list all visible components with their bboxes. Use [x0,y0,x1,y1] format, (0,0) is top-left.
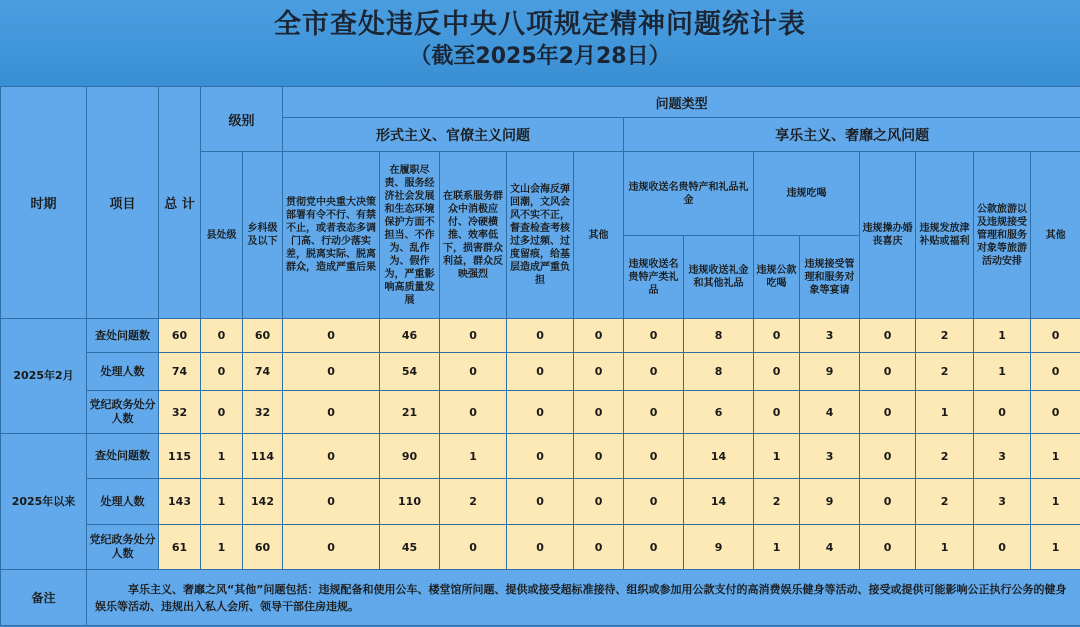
value-cell: 6 [684,391,754,434]
value-cell: 143 [159,479,201,525]
value-cell: 0 [507,353,574,391]
header-total: 总 计 [159,87,201,319]
value-cell: 0 [574,353,624,391]
header-period: 时期 [1,87,87,319]
header-travel: 公款旅游以及违规接受管理和服务对象等旅游活动安排 [974,152,1031,319]
header-f2: 在履职尽责、服务经济社会发展和生态环境保护方面不担当、不作为、乱作为、假作为，严重影响高质量发展 [380,152,440,319]
page-title: 全市查处违反中央八项规定精神问题统计表 [274,9,806,40]
note-row [1,570,1080,626]
value-cell: 0 [283,434,380,479]
header-eat: 违规吃喝 [754,152,860,236]
value-cell: 8 [684,353,754,391]
value-cell: 0 [754,353,800,391]
header-problem-type: 问题类型 [283,87,1080,118]
value-cell: 2 [916,353,974,391]
note-text: 享乐主义、奢靡之风“其他”问题包括：违规配备和使用公车、楼堂馆所问题、提供或接受超标准接待、组织或参加用公款支付的高消费娱乐健身等活动、接受或提供可能影响公正执行公务的健身娱乐等活动、违规出入私人会所、领导干部住房违规。 [87,570,1080,626]
value-cell: 1 [201,525,243,570]
value-cell: 0 [1031,391,1080,434]
header-f5: 其他 [574,152,624,319]
value-cell: 0 [574,319,624,353]
row-item-label: 党纪政务处分人数 [87,525,159,570]
value-cell: 54 [380,353,440,391]
table-row [1,391,1080,434]
row-item-label: 查处问题数 [87,434,159,479]
value-cell: 3 [800,434,860,479]
value-cell: 1 [201,479,243,525]
value-cell: 0 [574,391,624,434]
value-cell: 60 [243,319,283,353]
value-cell: 1 [201,434,243,479]
value-cell: 32 [243,391,283,434]
value-cell: 110 [380,479,440,525]
value-cell: 14 [684,479,754,525]
header-gifts-a: 违规收送名贵特产类礼品 [624,236,684,319]
title-banner [0,0,1080,86]
value-cell: 1 [440,434,507,479]
table-row [1,319,1080,353]
value-cell: 0 [574,434,624,479]
value-cell: 0 [201,353,243,391]
header-township-level: 乡科级及以下 [243,152,283,319]
value-cell: 1 [974,353,1031,391]
value-cell: 0 [283,525,380,570]
value-cell: 21 [380,391,440,434]
row-item-label: 处理人数 [87,479,159,525]
header-h-other: 其他 [1031,152,1080,319]
value-cell: 90 [380,434,440,479]
header-f4: 文山会海反弹回潮，文风会风不实不正，督查检查考核过多过频、过度留痕，给基层造成严重负担 [507,152,574,319]
header-eat-a: 违规公款吃喝 [754,236,800,319]
header-gifts: 违规收送名贵特产和礼品礼金 [624,152,754,236]
value-cell: 45 [380,525,440,570]
value-cell: 1 [1031,479,1080,525]
value-cell: 60 [243,525,283,570]
value-cell: 8 [684,319,754,353]
value-cell: 0 [283,479,380,525]
value-cell: 142 [243,479,283,525]
row-item-label: 党纪政务处分人数 [87,391,159,434]
value-cell: 0 [1031,353,1080,391]
value-cell: 0 [507,434,574,479]
value-cell: 3 [800,319,860,353]
value-cell: 46 [380,319,440,353]
value-cell: 0 [507,525,574,570]
value-cell: 1 [916,391,974,434]
header-eat-b: 违规接受管理和服务对象等宴请 [800,236,860,319]
value-cell: 32 [159,391,201,434]
table-row [1,434,1080,479]
value-cell: 0 [624,391,684,434]
value-cell: 9 [800,479,860,525]
value-cell: 2 [440,479,507,525]
value-cell: 74 [159,353,201,391]
value-cell: 115 [159,434,201,479]
header-subsidy: 违规发放津补贴或福利 [916,152,974,319]
value-cell: 0 [507,391,574,434]
row-item-label: 处理人数 [87,353,159,391]
value-cell: 0 [624,319,684,353]
value-cell: 1 [916,525,974,570]
table-row [1,479,1080,525]
value-cell: 0 [624,525,684,570]
value-cell: 0 [201,319,243,353]
value-cell: 0 [860,391,916,434]
period-label: 2025年以来 [1,434,87,570]
value-cell: 0 [201,391,243,434]
value-cell: 61 [159,525,201,570]
value-cell: 60 [159,319,201,353]
value-cell: 0 [283,391,380,434]
statistics-table [0,86,1080,626]
value-cell: 1 [974,319,1031,353]
period-label: 2025年2月 [1,319,87,434]
page-subtitle: （截至2025年2月28日） [409,44,671,69]
value-cell: 0 [624,479,684,525]
value-cell: 0 [574,479,624,525]
value-cell: 0 [754,391,800,434]
value-cell: 1 [754,525,800,570]
value-cell: 0 [283,319,380,353]
value-cell: 1 [1031,434,1080,479]
value-cell: 0 [974,525,1031,570]
value-cell: 9 [684,525,754,570]
value-cell: 2 [916,479,974,525]
value-cell: 0 [860,525,916,570]
value-cell: 0 [574,525,624,570]
note-label: 备注 [1,570,87,626]
value-cell: 74 [243,353,283,391]
value-cell: 0 [1031,319,1080,353]
value-cell: 114 [243,434,283,479]
row-item-label: 查处问题数 [87,319,159,353]
value-cell: 1 [1031,525,1080,570]
value-cell: 0 [440,353,507,391]
header-formalism: 形式主义、官僚主义问题 [283,118,624,152]
value-cell: 1 [754,434,800,479]
value-cell: 0 [974,391,1031,434]
value-cell: 0 [860,434,916,479]
value-cell: 9 [800,353,860,391]
value-cell: 0 [860,353,916,391]
table-row [1,525,1080,570]
header-gifts-b: 违规收送礼金和其他礼品 [684,236,754,319]
value-cell: 0 [860,319,916,353]
header-wedding: 违规操办婚丧喜庆 [860,152,916,319]
value-cell: 3 [974,434,1031,479]
header-f3: 在联系服务群众中消极应付、冷硬横推、效率低下，损害群众利益，群众反映强烈 [440,152,507,319]
value-cell: 4 [800,525,860,570]
value-cell: 0 [507,319,574,353]
table-row [1,353,1080,391]
value-cell: 0 [754,319,800,353]
value-cell: 2 [916,434,974,479]
header-level: 级别 [201,87,283,152]
header-item: 项目 [87,87,159,319]
value-cell: 4 [800,391,860,434]
value-cell: 0 [624,353,684,391]
value-cell: 0 [440,319,507,353]
value-cell: 14 [684,434,754,479]
value-cell: 3 [974,479,1031,525]
header-hedonism: 享乐主义、奢靡之风问题 [624,118,1080,152]
header-county-level: 县处级 [201,152,243,319]
value-cell: 0 [440,391,507,434]
value-cell: 2 [754,479,800,525]
value-cell: 2 [916,319,974,353]
value-cell: 0 [507,479,574,525]
value-cell: 0 [440,525,507,570]
value-cell: 0 [860,479,916,525]
value-cell: 0 [283,353,380,391]
header-f1: 贯彻党中央重大决策部署有令不行、有禁不止，或者表态多调门高、行动少落实差，脱离实际、脱离群众，造成严重后果 [283,152,380,319]
value-cell: 0 [624,434,684,479]
